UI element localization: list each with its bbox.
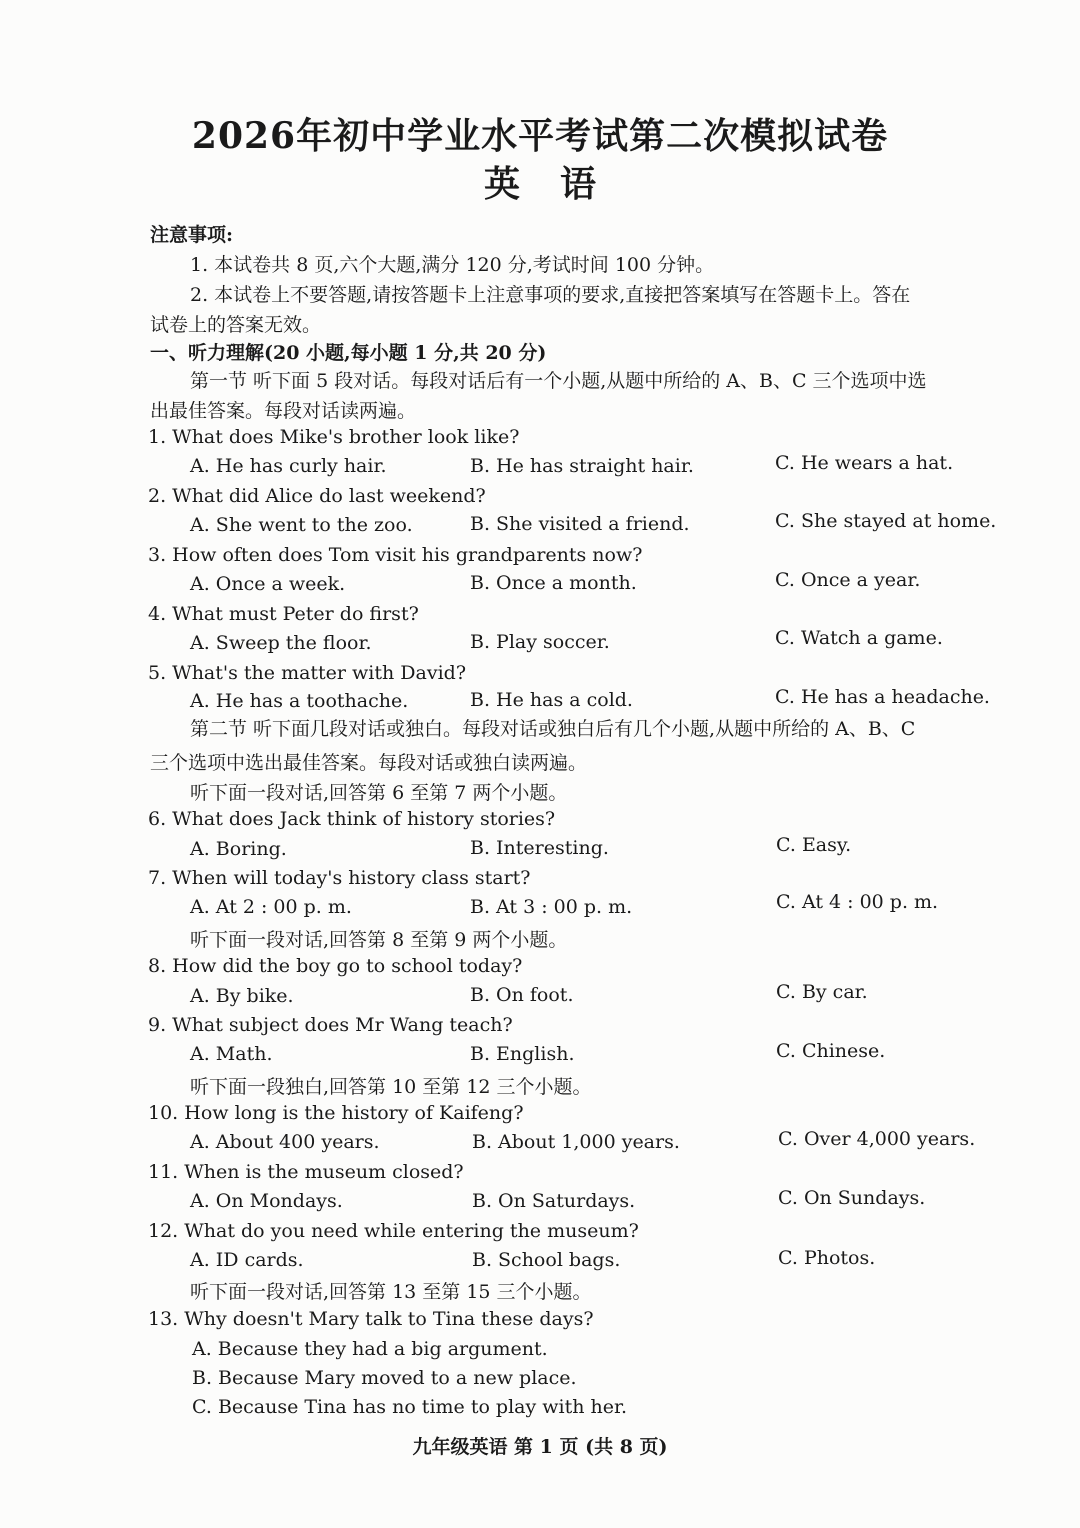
q1-option-c: C. He wears a hat. [775, 452, 954, 474]
q11-option-b: B. On Saturdays. [472, 1190, 636, 1212]
q5-option-c: C. He has a headache. [775, 686, 990, 708]
exam-title: 2026年初中学业水平考试第二次模拟试卷 [191, 115, 889, 157]
question-4: 4. What must Peter do first? [148, 603, 419, 625]
notice-heading: 注意事项: [150, 224, 234, 246]
part2-intro-cont: 三个选项中选出最佳答案。每段对话或独白读两遍。 [150, 752, 588, 774]
sub-instruction-8-9: 听下面一段对话,回答第 8 至第 9 两个小题。 [190, 929, 568, 951]
q2-option-b: B. She visited a friend. [470, 513, 690, 535]
q12-option-c: C. Photos. [778, 1247, 876, 1269]
q11-option-a: A. On Mondays. [190, 1190, 343, 1212]
q9-option-a: A. Math. [190, 1043, 273, 1065]
q10-option-b: B. About 1,000 years. [472, 1131, 680, 1153]
q12-option-b: B. School bags. [472, 1249, 621, 1271]
q5-option-a: A. He has a toothache. [190, 690, 409, 712]
part1-intro: 第一节 听下面 5 段对话。每段对话后有一个小题,从题中所给的 A、B、C 三个选项中选 [190, 370, 927, 392]
sub-instruction-13-15: 听下面一段对话,回答第 13 至第 15 三个小题。 [190, 1281, 592, 1303]
q7-option-a: A. At 2 : 00 p. m. [190, 896, 352, 918]
question-1: 1. What does Mike's brother look like? [148, 426, 520, 448]
sub-instruction-6-7: 听下面一段对话,回答第 6 至第 7 两个小题。 [190, 782, 568, 804]
q1-option-a: A. He has curly hair. [190, 455, 387, 477]
q4-option-a: A. Sweep the floor. [190, 632, 372, 654]
q9-option-b: B. English. [470, 1043, 575, 1065]
page-footer: 九年级英语 第 1 页 (共 8 页) [412, 1436, 668, 1458]
q4-option-c: C. Watch a game. [775, 627, 943, 649]
part2-intro: 第二节 听下面几段对话或独白。每段对话或独白后有几个小题,从题中所给的 A、B、C [190, 718, 916, 740]
q7-option-c: C. At 4 : 00 p. m. [776, 891, 939, 913]
question-10: 10. How long is the history of Kaifeng? [148, 1102, 524, 1124]
question-6: 6. What does Jack think of history stories? [148, 808, 556, 830]
question-5: 5. What's the matter with David? [148, 662, 467, 684]
q6-option-a: A. Boring. [190, 838, 287, 860]
q10-option-c: C. Over 4,000 years. [778, 1128, 976, 1150]
q13-option-b: B. Because Mary moved to a new place. [192, 1367, 577, 1389]
q5-option-b: B. He has a cold. [470, 689, 633, 711]
section-heading: 一、听力理解(20 小题,每小题 1 分,共 20 分) [150, 342, 547, 364]
q8-option-c: C. By car. [776, 981, 868, 1003]
q1-option-b: B. He has straight hair. [470, 455, 694, 477]
question-3: 3. How often does Tom visit his grandparents now? [148, 544, 643, 566]
question-7: 7. When will today's history class start? [148, 867, 531, 889]
question-8: 8. How did the boy go to school today? [148, 955, 523, 977]
q13-option-c: C. Because Tina has no time to play with her. [192, 1396, 628, 1418]
question-11: 11. When is the museum closed? [148, 1161, 464, 1183]
q4-option-b: B. Play soccer. [470, 631, 610, 653]
q6-option-c: C. Easy. [776, 834, 852, 856]
q3-option-a: A. Once a week. [190, 573, 346, 595]
q11-option-c: C. On Sundays. [778, 1187, 926, 1209]
q6-option-b: B. Interesting. [470, 837, 609, 859]
q2-option-a: A. She went to the zoo. [190, 514, 413, 536]
q12-option-a: A. ID cards. [190, 1249, 304, 1271]
q8-option-a: A. By bike. [190, 985, 294, 1007]
q2-option-c: C. She stayed at home. [775, 510, 997, 532]
question-2: 2. What did Alice do last weekend? [148, 485, 486, 507]
sub-instruction-10-12: 听下面一段独白,回答第 10 至第 12 三个小题。 [190, 1076, 592, 1098]
question-13: 13. Why doesn't Mary talk to Tina these days? [148, 1308, 594, 1330]
q3-option-b: B. Once a month. [470, 572, 637, 594]
question-12: 12. What do you need while entering the museum? [148, 1220, 639, 1242]
exam-subject: 英语 [483, 163, 636, 205]
question-9: 9. What subject does Mr Wang teach? [148, 1014, 513, 1036]
notice-item-2: 2. 本试卷上不要答题,请按答题卡上注意事项的要求,直接把答案填写在答题卡上。答在 [190, 284, 911, 306]
notice-item-2-cont: 试卷上的答案无效。 [150, 314, 322, 336]
part1-intro-cont: 出最佳答案。每段对话读两遍。 [150, 400, 417, 422]
q13-option-a: A. Because they had a big argument. [192, 1338, 548, 1360]
q9-option-c: C. Chinese. [776, 1040, 886, 1062]
q3-option-c: C. Once a year. [775, 569, 921, 591]
q8-option-b: B. On foot. [470, 984, 574, 1006]
notice-item-1: 1. 本试卷共 8 页,六个大题,满分 120 分,考试时间 100 分钟。 [190, 254, 715, 276]
q10-option-a: A. About 400 years. [190, 1131, 380, 1153]
q7-option-b: B. At 3 : 00 p. m. [470, 896, 633, 918]
